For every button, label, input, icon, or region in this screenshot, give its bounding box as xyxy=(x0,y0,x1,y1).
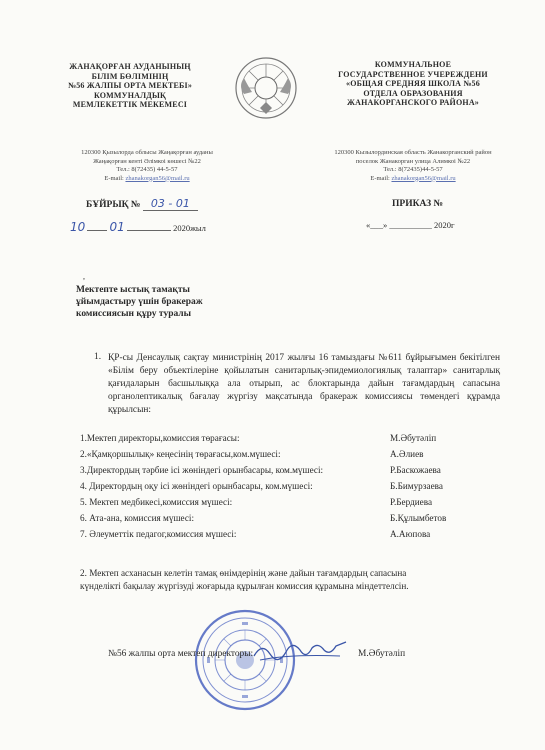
member-name: М.Әбутәліп xyxy=(390,433,437,443)
member-name: Р.Бердиева xyxy=(390,497,433,507)
member-role: 3.Директордың тәрбие ісі жөніндегі орынбасары, ком.мүшесі: xyxy=(80,465,324,475)
order-left-date xyxy=(70,220,270,234)
paragraph1-number: 1. xyxy=(94,352,102,362)
header-right-line3: «ОБЩАЯ СРЕДНЯЯ ШКОЛА №56 xyxy=(346,79,480,88)
order-right-label: ПРИКАЗ № xyxy=(392,199,444,209)
address-left-line1: 120300 Қызылорда облысы Жаңақорған ауданы xyxy=(81,149,213,156)
member-row xyxy=(80,513,500,526)
header-left-line1: ЖАНАҚОРҒАН АУДАНЫНЫҢ xyxy=(69,62,191,71)
order-left-date-year: 2020жыл xyxy=(173,223,206,233)
address-right-line1: 120300 Кызылординская область Жанакорганский район xyxy=(334,149,492,156)
header-left-line3: №56 ЖАЛПЫ ОРТА МЕКТЕБІ» xyxy=(67,81,193,90)
member-row xyxy=(80,497,500,510)
signature-position: №56 жалпы орта мектеп директоры: xyxy=(108,649,254,659)
header-left-line5: МЕМЛЕКЕТТІК МЕКЕМЕСІ xyxy=(72,100,188,109)
address-left-email-link[interactable]: zhanakorgan56@mail.ru xyxy=(125,174,190,182)
address-right-email-link[interactable]: zhanakorgan56@mail.ru xyxy=(391,174,456,182)
address-left-line3: Тел.: 8(72435) 44-5-57 xyxy=(116,166,178,173)
member-role: 4. Директордың оқу ісі жөніндегі орынбасары, ком.мүшесі: xyxy=(80,481,313,491)
member-row xyxy=(80,449,500,462)
address-left-line2: Жаңақорған кенті Әлімкоі көшесі №22 xyxy=(93,157,201,165)
document-title xyxy=(76,284,276,320)
title-line1: Мектепте ыстық тамақты xyxy=(76,285,190,295)
state-emblem-icon xyxy=(234,56,298,120)
member-name: А.Аюпова xyxy=(390,529,431,539)
header-right-line2: ГОСУДАРСТВЕННОЕ УЧЕРЕЖДЕНИ xyxy=(338,69,488,79)
member-role: 6. Ата-ана, комиссия мүшесі: xyxy=(80,513,195,523)
header-left-line4: КОММУНАЛДЫҚ xyxy=(93,90,167,100)
paragraph2 xyxy=(80,567,500,593)
order-left xyxy=(86,197,246,210)
member-name: Б.Құлымбетов xyxy=(390,513,447,523)
member-row xyxy=(80,433,500,446)
paragraph1-text: ҚР-сы Денсаулық сақтау министрінің 2017 жылғы 16 тамыздағы №611 бұйрығымен бекітілген «Білім беру объектілеріне қойылатын санитарлық-эпидемиологиялық талаптар» санитарлық қағидаларын басшылыққа ала отырып, ас блоктарында дайын тағамдардың сапасына органолептикалық бағалау жүргізу мақсатында бракераж комиссиясы төмендегі құрамда құрылсын: xyxy=(108,353,500,415)
header-right-line1: КОММУНАЛЬНОЕ xyxy=(374,60,452,69)
order-left-date-month: 01 xyxy=(109,220,125,234)
address-right-line3: Тел.: 8(72435)44-5-57 xyxy=(383,166,443,173)
header-right xyxy=(318,60,508,108)
member-row xyxy=(80,465,500,478)
header-left xyxy=(55,62,205,110)
member-row xyxy=(80,529,500,542)
paragraph2-line1: Мектеп асханасын келетін тамақ өнімдерінің және дайын тағамдардың сапасына xyxy=(89,568,407,578)
handwritten-signature-icon xyxy=(250,636,350,666)
order-left-date-day: 10 xyxy=(70,220,86,234)
order-left-label: БҰЙРЫҚ № xyxy=(86,200,141,210)
signature-name: М.Әбутәліп xyxy=(358,649,406,659)
title-line3: комиссиясын құру туралы xyxy=(76,309,192,319)
member-name: Б.Бимурзаева xyxy=(390,481,443,491)
member-name: Р.Баскожаева xyxy=(390,465,441,475)
address-left-email-label: E-mail: xyxy=(104,174,124,182)
title-line2: ұйымдастыру үшін бракераж xyxy=(76,297,203,307)
address-right-email-label: E-mail: xyxy=(370,174,390,182)
header-right-line4: ОТДЕЛА ОБРАЗОВАНИЯ xyxy=(363,88,463,98)
paragraph2-number: 2. xyxy=(80,568,87,578)
member-role: 1.Мектеп директоры,комиссия төрағасы: xyxy=(80,433,240,443)
member-row xyxy=(80,481,500,494)
address-right-line2: поселок Жанакорган улица Алимкоі №22 xyxy=(355,157,471,165)
header-right-line5: ЖАНАКОРГАНСКОГО РАЙОНА» xyxy=(346,98,480,107)
order-right-date: «___» __________ 2020г xyxy=(366,220,455,230)
member-role: 2.«Қамқоршылық» кеңесінің төрағасы,ком.мүшесі: xyxy=(80,449,281,459)
address-right xyxy=(318,149,508,183)
paragraph2-line2: күнделікті бақылау жүргізуді жоғарыда құрылған комиссия құрамына міндеттелсін. xyxy=(80,581,409,591)
stray-mark: , xyxy=(83,272,85,281)
member-name: А.Әлиев xyxy=(390,449,424,459)
header-left-line2: БІЛІМ БӨЛІМІНІҢ xyxy=(91,71,169,81)
order-left-number: 03 - 01 xyxy=(143,197,198,211)
member-role: 7. Әлеуметтік педагог,комиссия мүшесі: xyxy=(80,529,237,539)
address-left xyxy=(62,149,232,183)
member-role: 5. Мектеп медбикесі,комиссия мүшесі: xyxy=(80,497,233,507)
